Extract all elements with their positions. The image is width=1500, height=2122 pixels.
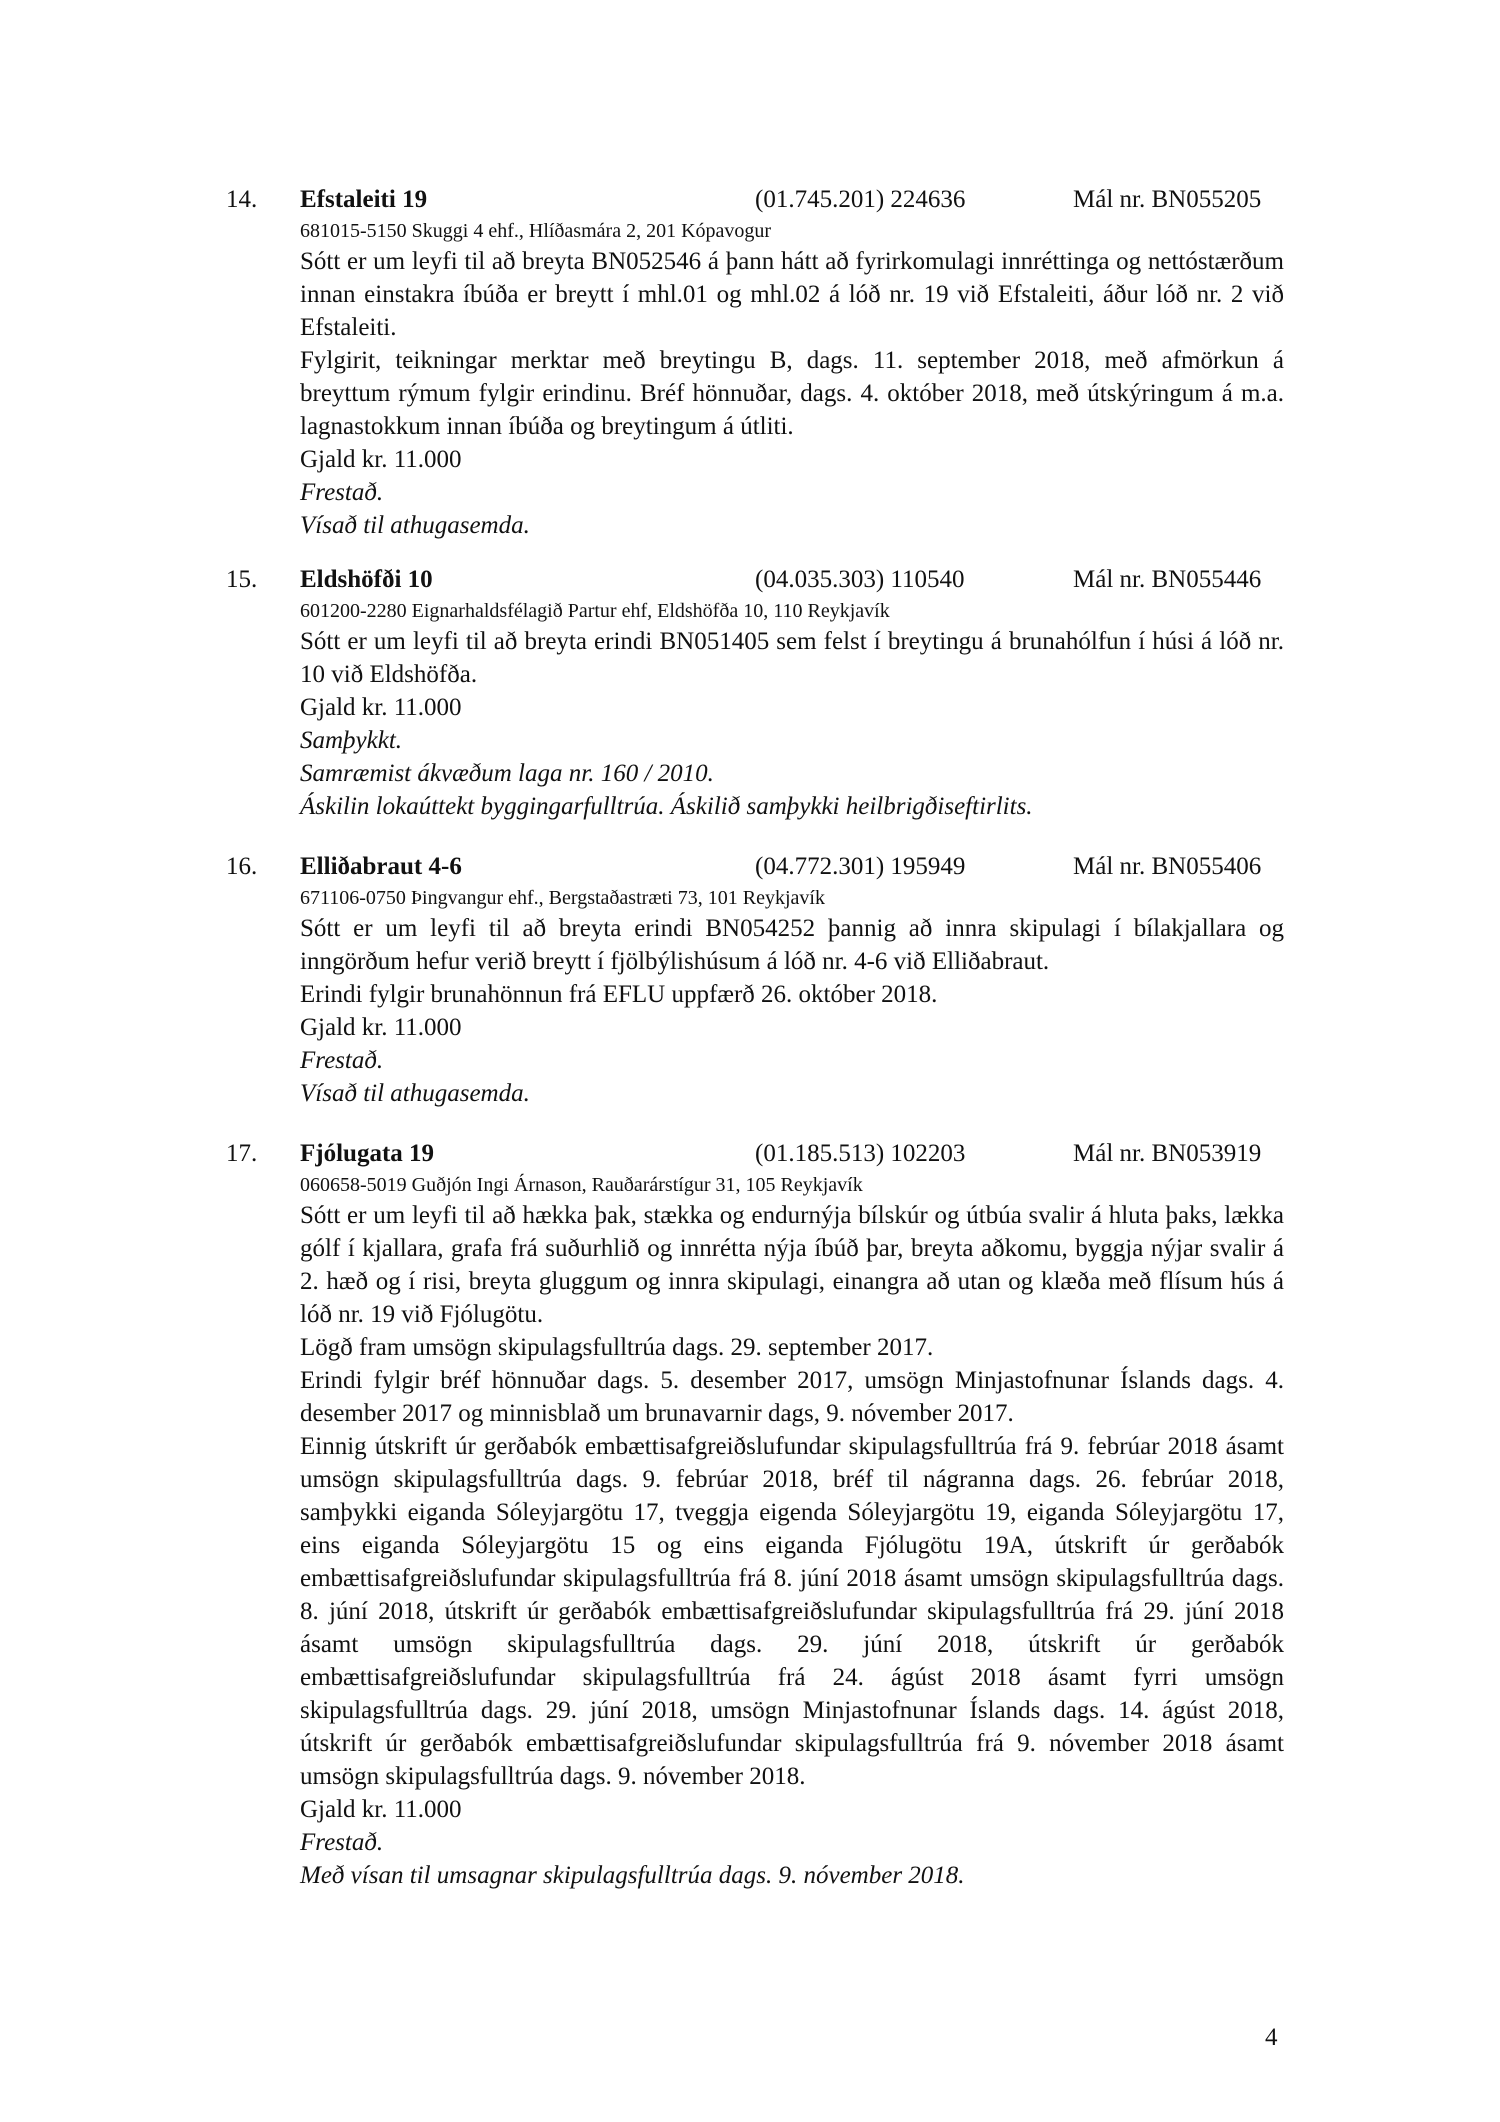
entry-paragraph: Sótt er um leyfi til að breyta BN052546 á þann hátt að fyrirkomulagi innréttinga og nettóstærðum innan einstakra íbúða er breytt í mhl.01 og mhl.02 á lóð nr. 19 við Efstaleiti, áður lóð nr. 2 við Efstaleiti. — [300, 248, 1284, 341]
entry-paragraph: Fylgirit, teikningar merktar með breytingu B, dags. 11. september 2018, með afmörkun á breyttum rýmum fylgir erindinu. Bréf hönnuðar, dags. 4. október 2018, með útskýringum á m.a. lagnastokkum innan íbúða og breytingum á útliti. — [300, 347, 1284, 440]
entry-paragraph: Erindi fylgir brunahönnun frá EFLU uppfærð 26. október 2018. — [300, 981, 938, 1008]
entry-fee: Gjald kr. 11.000 — [300, 446, 462, 473]
entry-reference: (01.185.513) 102203 — [755, 1140, 966, 1167]
entry-fee: Gjald kr. 11.000 — [300, 1014, 462, 1041]
entry-paragraph: Sótt er um leyfi til að breyta erindi BN054252 þannig að innra skipulagi í bílakjallara og inngörðum hefur verið breytt í fjölbýlishúsum á lóð nr. 4-6 við Elliðabraut. — [300, 915, 1284, 975]
entry-decision-note: Vísað til athugasemda. — [300, 1080, 530, 1107]
entry-decision: Samþykkt. — [300, 727, 403, 754]
entry-case-number: Mál nr. BN055205 — [1073, 186, 1262, 213]
entry-decision: Frestað. — [300, 1047, 384, 1074]
entry-reference: (01.745.201) 224636 — [755, 186, 966, 213]
entry-address: Efstaleiti 19 — [300, 186, 428, 213]
entry-body — [300, 597, 1284, 823]
entry-case-number: Mál nr. BN053919 — [1073, 1140, 1262, 1167]
entry-paragraph: Lögð fram umsögn skipulagsfulltrúa dags. 29. september 2017. — [300, 1334, 934, 1361]
entry-decision-note: Vísað til athugasemda. — [300, 512, 530, 539]
entry-paragraph: Einnig útskrift úr gerðabók embættisafgreiðslufundar skipulagsfulltrúa frá 9. febrúar 2018 ásamt umsögn skipulagsfulltrúa dags. 9. febrúar 2018, bréf til nágranna dags. 26. febrúar 2018, samþykki eiganda Sóleyjargötu 17, tveggja eigenda Sóleyjargötu 19, eiganda Sóleyjargötu 17, eins eiganda Sóleyjargötu 15 og eins eiganda Fjólugötu 19A, útskrift úr gerðabók embættisafgreiðslufundar skipulagsfulltrúa frá 8. júní 2018 ásamt umsögn skipulagsfulltrúa dags. 8. júní 2018, útskrift úr gerðabók embættisafgreiðslufundar skipulagsfulltrúa frá 29. júní 2018 ásamt umsögn skipulagsfulltrúa dags. 29. júní 2018, útskrift úr gerðabók embættisafgreiðslufundar skipulagsfulltrúa frá 24. ágúst 2018 ásamt fyrri umsögn skipulagsfulltrúa dags. 29. júní 2018, umsögn Minjastofnunar Íslands dags. 14. ágúst 2018, útskrift úr gerðabók embættisafgreiðslufundar skipulagsfulltrúa frá 9. nóvember 2018 ásamt umsögn skipulagsfulltrúa dags. 9. nóvember 2018. — [300, 1433, 1284, 1790]
entry-number: 16. — [226, 853, 258, 880]
entry-number: 15. — [226, 566, 258, 593]
entry-number: 17. — [226, 1140, 258, 1167]
entry-header — [0, 1137, 1500, 1171]
entry-number: 14. — [226, 186, 258, 213]
entry-address: Elliðabraut 4-6 — [300, 853, 462, 880]
entry-decision-note: Með vísan til umsagnar skipulagsfulltrúa dags. 9. nóvember 2018. — [300, 1862, 965, 1889]
entry-paragraph: Sótt er um leyfi til að hækka þak, stækka og endurnýja bílskúr og útbúa svalir á hluta þaks, lækka gólf í kjallara, grafa frá suðurhlið og innrétta nýja íbúð þar, breyta aðkomu, byggja nýjar svalir á 2. hæð og í risi, breyta gluggum og innra skipulagi, einangra að utan og klæða með flísum hús á lóð nr. 19 við Fjólugötu. — [300, 1202, 1284, 1328]
entry-case-number: Mál nr. BN055446 — [1073, 566, 1262, 593]
entry-reference: (04.035.303) 110540 — [755, 566, 965, 593]
entry-applicant: 601200-2280 Eignarhaldsfélagið Partur ehf, Eldshöfða 10, 110 Reykjavík — [300, 600, 890, 622]
entry-header — [0, 850, 1500, 884]
entry-applicant: 671106-0750 Þingvangur ehf., Bergstaðastræti 73, 101 Reykjavík — [300, 887, 825, 909]
entry-body — [300, 884, 1284, 1110]
entry-header — [0, 183, 1500, 217]
entry-decision-note: Áskilin lokaúttekt byggingarfulltrúa. Áskilið samþykki heilbrigðiseftirlits. — [300, 793, 1033, 820]
entry-header — [0, 563, 1500, 597]
page-number: 4 — [1265, 2024, 1278, 2051]
entry-body — [300, 1171, 1284, 1892]
entry-fee: Gjald kr. 11.000 — [300, 694, 462, 721]
entry-reference: (04.772.301) 195949 — [755, 853, 966, 880]
entry-paragraph: Sótt er um leyfi til að breyta erindi BN051405 sem felst í breytingu á brunahólfun í húsi á lóð nr. 10 við Eldshöfða. — [300, 628, 1284, 688]
entry-body — [300, 217, 1284, 542]
entry-applicant: 060658-5019 Guðjón Ingi Árnason, Rauðarárstígur 31, 105 Reykjavík — [300, 1174, 863, 1196]
entry-decision: Frestað. — [300, 479, 384, 506]
entry-decision: Frestað. — [300, 1829, 384, 1856]
entry-address: Fjólugata 19 — [300, 1140, 435, 1167]
entry-decision-note: Samræmist ákvæðum laga nr. 160 / 2010. — [300, 760, 714, 787]
entry-fee: Gjald kr. 11.000 — [300, 1796, 462, 1823]
entry-address: Eldshöfði 10 — [300, 566, 433, 593]
entry-paragraph: Erindi fylgir bréf hönnuðar dags. 5. desember 2017, umsögn Minjastofnunar Íslands dags. 4. desember 2017 og minnisblað um brunavarnir dags, 9. nóvember 2017. — [300, 1367, 1284, 1427]
entry-applicant: 681015-5150 Skuggi 4 ehf., Hlíðasmára 2, 201 Kópavogur — [300, 220, 772, 242]
entry-case-number: Mál nr. BN055406 — [1073, 853, 1262, 880]
